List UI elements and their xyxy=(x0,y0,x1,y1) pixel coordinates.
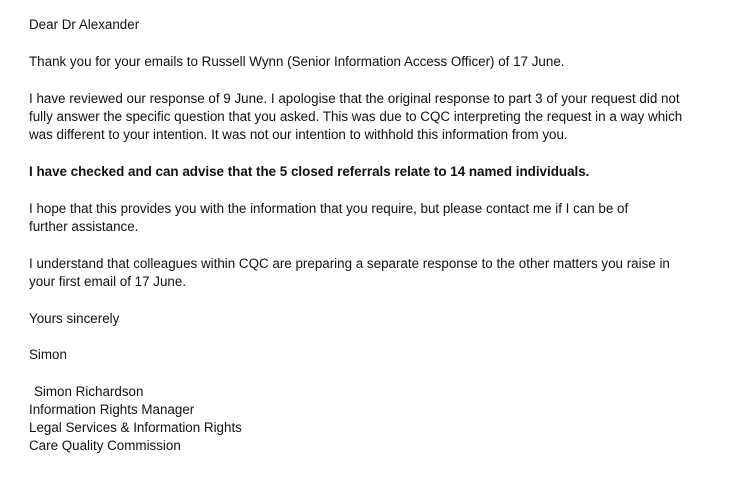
paragraph-referrals-bold: I have checked and can advise that the 5 closed referrals relate to 14 named individuals. xyxy=(29,164,590,179)
paragraph-hope-line-1: I hope that this provides you with the information that you require, but please contact me if I can be of xyxy=(29,201,629,216)
signature-organisation: Care Quality Commission xyxy=(29,438,181,453)
signature-department: Legal Services & Information Rights xyxy=(29,420,242,435)
paragraph-colleagues-line-1: I understand that colleagues within CQC are preparing a separate response to the other matters you raise in xyxy=(29,256,670,271)
closing: Yours sincerely xyxy=(29,311,120,326)
salutation: Dear Dr Alexander xyxy=(29,17,140,32)
paragraph-review-line-3: was different to your intention. It was not our intention to withhold this information from you. xyxy=(29,127,568,142)
paragraph-review-line-2: fully answer the specific question that you asked. This was due to CQC interpreting the request in a way which xyxy=(29,109,683,124)
paragraph-review-line-1: I have reviewed our response of 9 June. I apologise that the original response to part 3 of your request did not xyxy=(29,91,680,106)
signature-title: Information Rights Manager xyxy=(29,402,195,417)
paragraph-hope-line-2: further assistance. xyxy=(29,219,139,234)
paragraph-colleagues-line-2: your first email of 17 June. xyxy=(29,274,187,289)
signoff: Simon xyxy=(29,347,67,362)
signature-name: Simon Richardson xyxy=(34,384,144,399)
paragraph-thanks: Thank you for your emails to Russell Wynn (Senior Information Access Officer) of 17 June. xyxy=(29,54,565,69)
